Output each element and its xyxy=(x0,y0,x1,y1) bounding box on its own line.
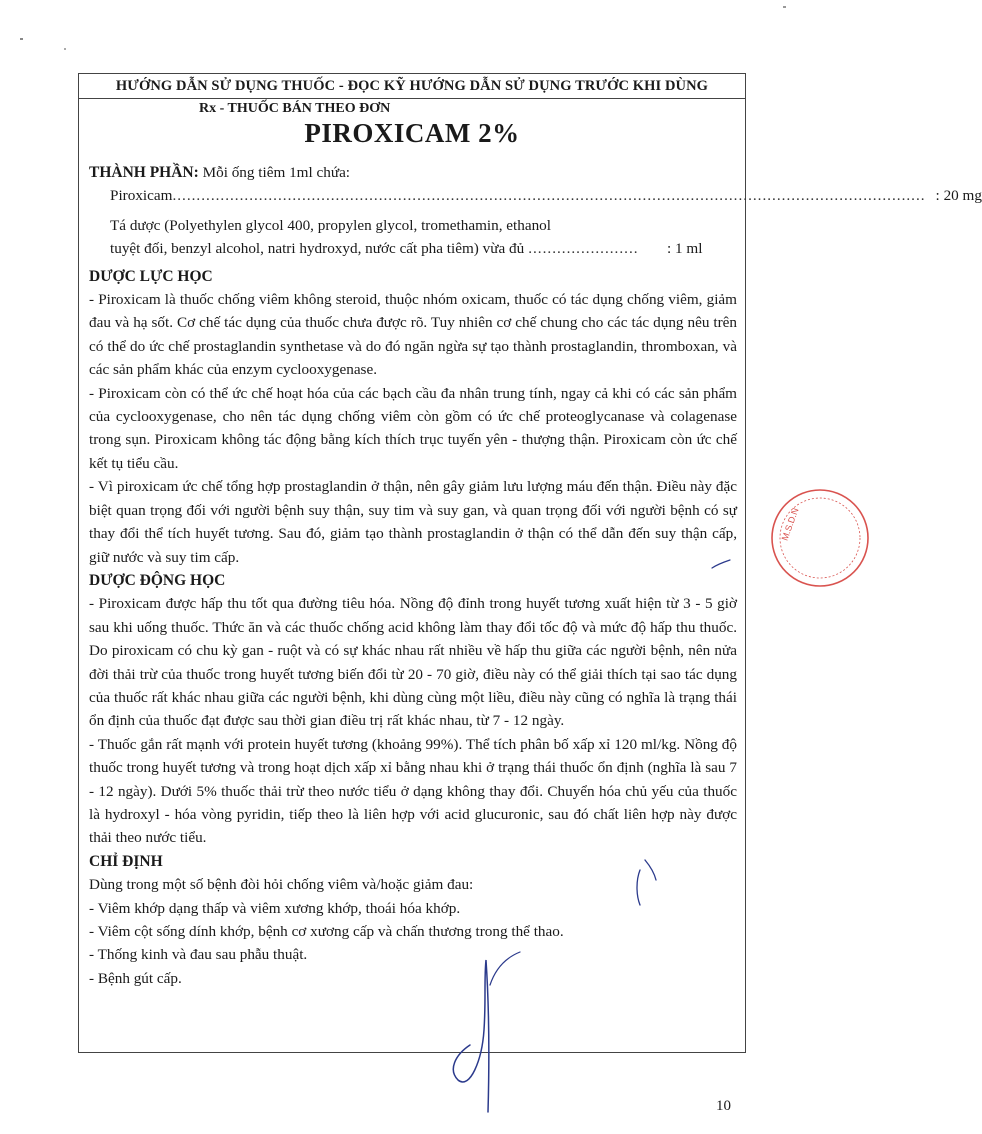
active-ingredient-label: Piroxicam xyxy=(110,187,173,205)
scan-speck xyxy=(783,6,786,8)
pharmacodynamics-paragraph: - Piroxicam là thuốc chống viêm không steroid, thuộc nhóm oxicam, thuốc có tác dụng chống viêm, giảm đau và hạ sốt. Cơ chế tác dụng của thuốc chưa được rõ. Tuy nhiên cơ chế chung cho các tác dụng nêu trên có thể do ức chế prostaglandin synthetase và do đó ngăn ngừa sự tạo thành prostaglandin, thromboxan, và các sản phẩm khác của enzym cyclooxygenase. xyxy=(89,291,737,379)
pharmacodynamics-heading: DƯỢC LỰC HỌC xyxy=(89,267,213,285)
excipient-row xyxy=(89,237,737,260)
drug-title: PIROXICAM 2% xyxy=(304,118,520,148)
composition-intro: Mỗi ống tiêm 1ml chứa: xyxy=(198,164,351,181)
indication-item: - Viêm cột sống dính khớp, bệnh cơ xương cấp và chấn thương trong thể thao. xyxy=(89,923,564,940)
active-ingredient-value: : 20 mg xyxy=(935,187,982,205)
leader-dots: ....................... xyxy=(528,240,639,258)
pharmacokinetics-heading: DƯỢC ĐỘNG HỌC xyxy=(89,571,226,589)
composition-heading-line xyxy=(89,161,737,184)
leader-dots: ............................................................................................................................................................. xyxy=(172,187,926,205)
page-number: 10 xyxy=(716,1098,731,1114)
indication-item: - Viêm khớp dạng thấp và viêm xương khớp, thoái hóa khớp. xyxy=(89,899,461,917)
indication-item: - Bệnh gút cấp. xyxy=(89,969,182,987)
excipient-value: : 1 ml xyxy=(667,240,703,258)
stamp-text: M.S.D.N xyxy=(779,506,801,542)
scan-speck xyxy=(64,48,66,50)
scan-speck xyxy=(20,38,23,40)
excipient-line-1: Tá dược (Polyethylen glycol 400, propylen glycol, tromethamin, ethanol xyxy=(110,216,551,234)
rx-label: Rx - THUỐC BÁN THEO ĐƠN xyxy=(199,101,391,116)
pharmacodynamics-paragraph: - Vì piroxicam ức chế tổng hợp prostaglandin ở thận, nên gây giảm lưu lượng máu đến thận. Điều này đặc biệt quan trọng đối với người bệnh suy thận, suy tim và suy gan, và quan trọng đối với người bệnh có sự thay đổi thể tích huyết tương. Sau đó, giảm tạo thành prostaglandin ở thận có thể dẫn đến suy thận cấp, giữ nước và suy tim cấp. xyxy=(89,478,737,566)
active-ingredient-row xyxy=(89,184,982,207)
stamp-seal xyxy=(762,478,822,598)
indications-intro: Dùng trong một số bệnh đòi hỏi chống viêm và/hoặc giảm đau: xyxy=(89,876,474,894)
pharmacokinetics-paragraph: - Thuốc gắn rất mạnh với protein huyết tương (khoảng 99%). Thể tích phân bố xấp xỉ 120 ml/kg. Nồng độ thuốc trong huyết tương và trong hoạt dịch xấp xỉ bằng nhau khi ở trạng thái thuốc ổn định (nghĩa là sau 7 - 12 ngày). Dưới 5% thuốc thải trừ theo nước tiểu ở dạng không thay đổi. Chuyển hóa chủ yếu của thuốc là hydroxyl - hóa vòng pyridin, tiếp theo là liên hợp với acid glucuronic, sau đó chất liên hợp này được thải theo nước tiểu. xyxy=(89,735,737,847)
indication-item: - Thống kinh và đau sau phẫu thuật. xyxy=(89,946,308,964)
pharmacokinetics-paragraph: - Piroxicam được hấp thu tốt qua đường tiêu hóa. Nồng độ đỉnh trong huyết tương xuất hiện từ 3 - 5 giờ sau khi uống thuốc. Thức ăn và các thuốc chống acid không làm thay đổi tốc độ và mức độ hấp thu thuốc. Do piroxicam có chu kỳ gan - ruột và có sự khác nhau rất nhiều về hấp thu giữa các người bệnh, nên nửa đời thải trừ của thuốc trong huyết tương biến đổi từ 20 - 70 giờ, điều này có thể giải thích tại sao tác dụng của thuốc rất khác nhau giữa các người bệnh, khi dùng cùng một liều, điều này cũng có nghĩa là trạng thái ổn định của thuốc đạt được sau thời gian điều trị rất khác nhau, từ 7 - 12 ngày. xyxy=(89,595,737,730)
pharmacodynamics-paragraph: - Piroxicam còn có thể ức chế hoạt hóa của các bạch cầu đa nhân trung tính, ngay cả khi có các sản phẩm của cyclooxygenase, cho nên tác dụng chống viêm còn gồm có ức chế proteoglycanase và colagenase trong sụn. Piroxicam không tác động bằng kích thích trục tuyến yên - thượng thận. Piroxicam còn ức chế kết tụ tiểu cầu. xyxy=(89,384,737,472)
composition-heading: THÀNH PHẦN: xyxy=(89,164,199,181)
excipient-line-2: tuyệt đối, benzyl alcohol, natri hydroxyd, nước cất pha tiêm) vừa đủ xyxy=(110,240,525,258)
document-header: HƯỚNG DẪN SỬ DỤNG THUỐC - ĐỌC KỸ HƯỚNG DẪN SỬ DỤNG TRƯỚC KHI DÙNG xyxy=(79,74,745,99)
indications-heading: CHỈ ĐỊNH xyxy=(89,852,163,870)
